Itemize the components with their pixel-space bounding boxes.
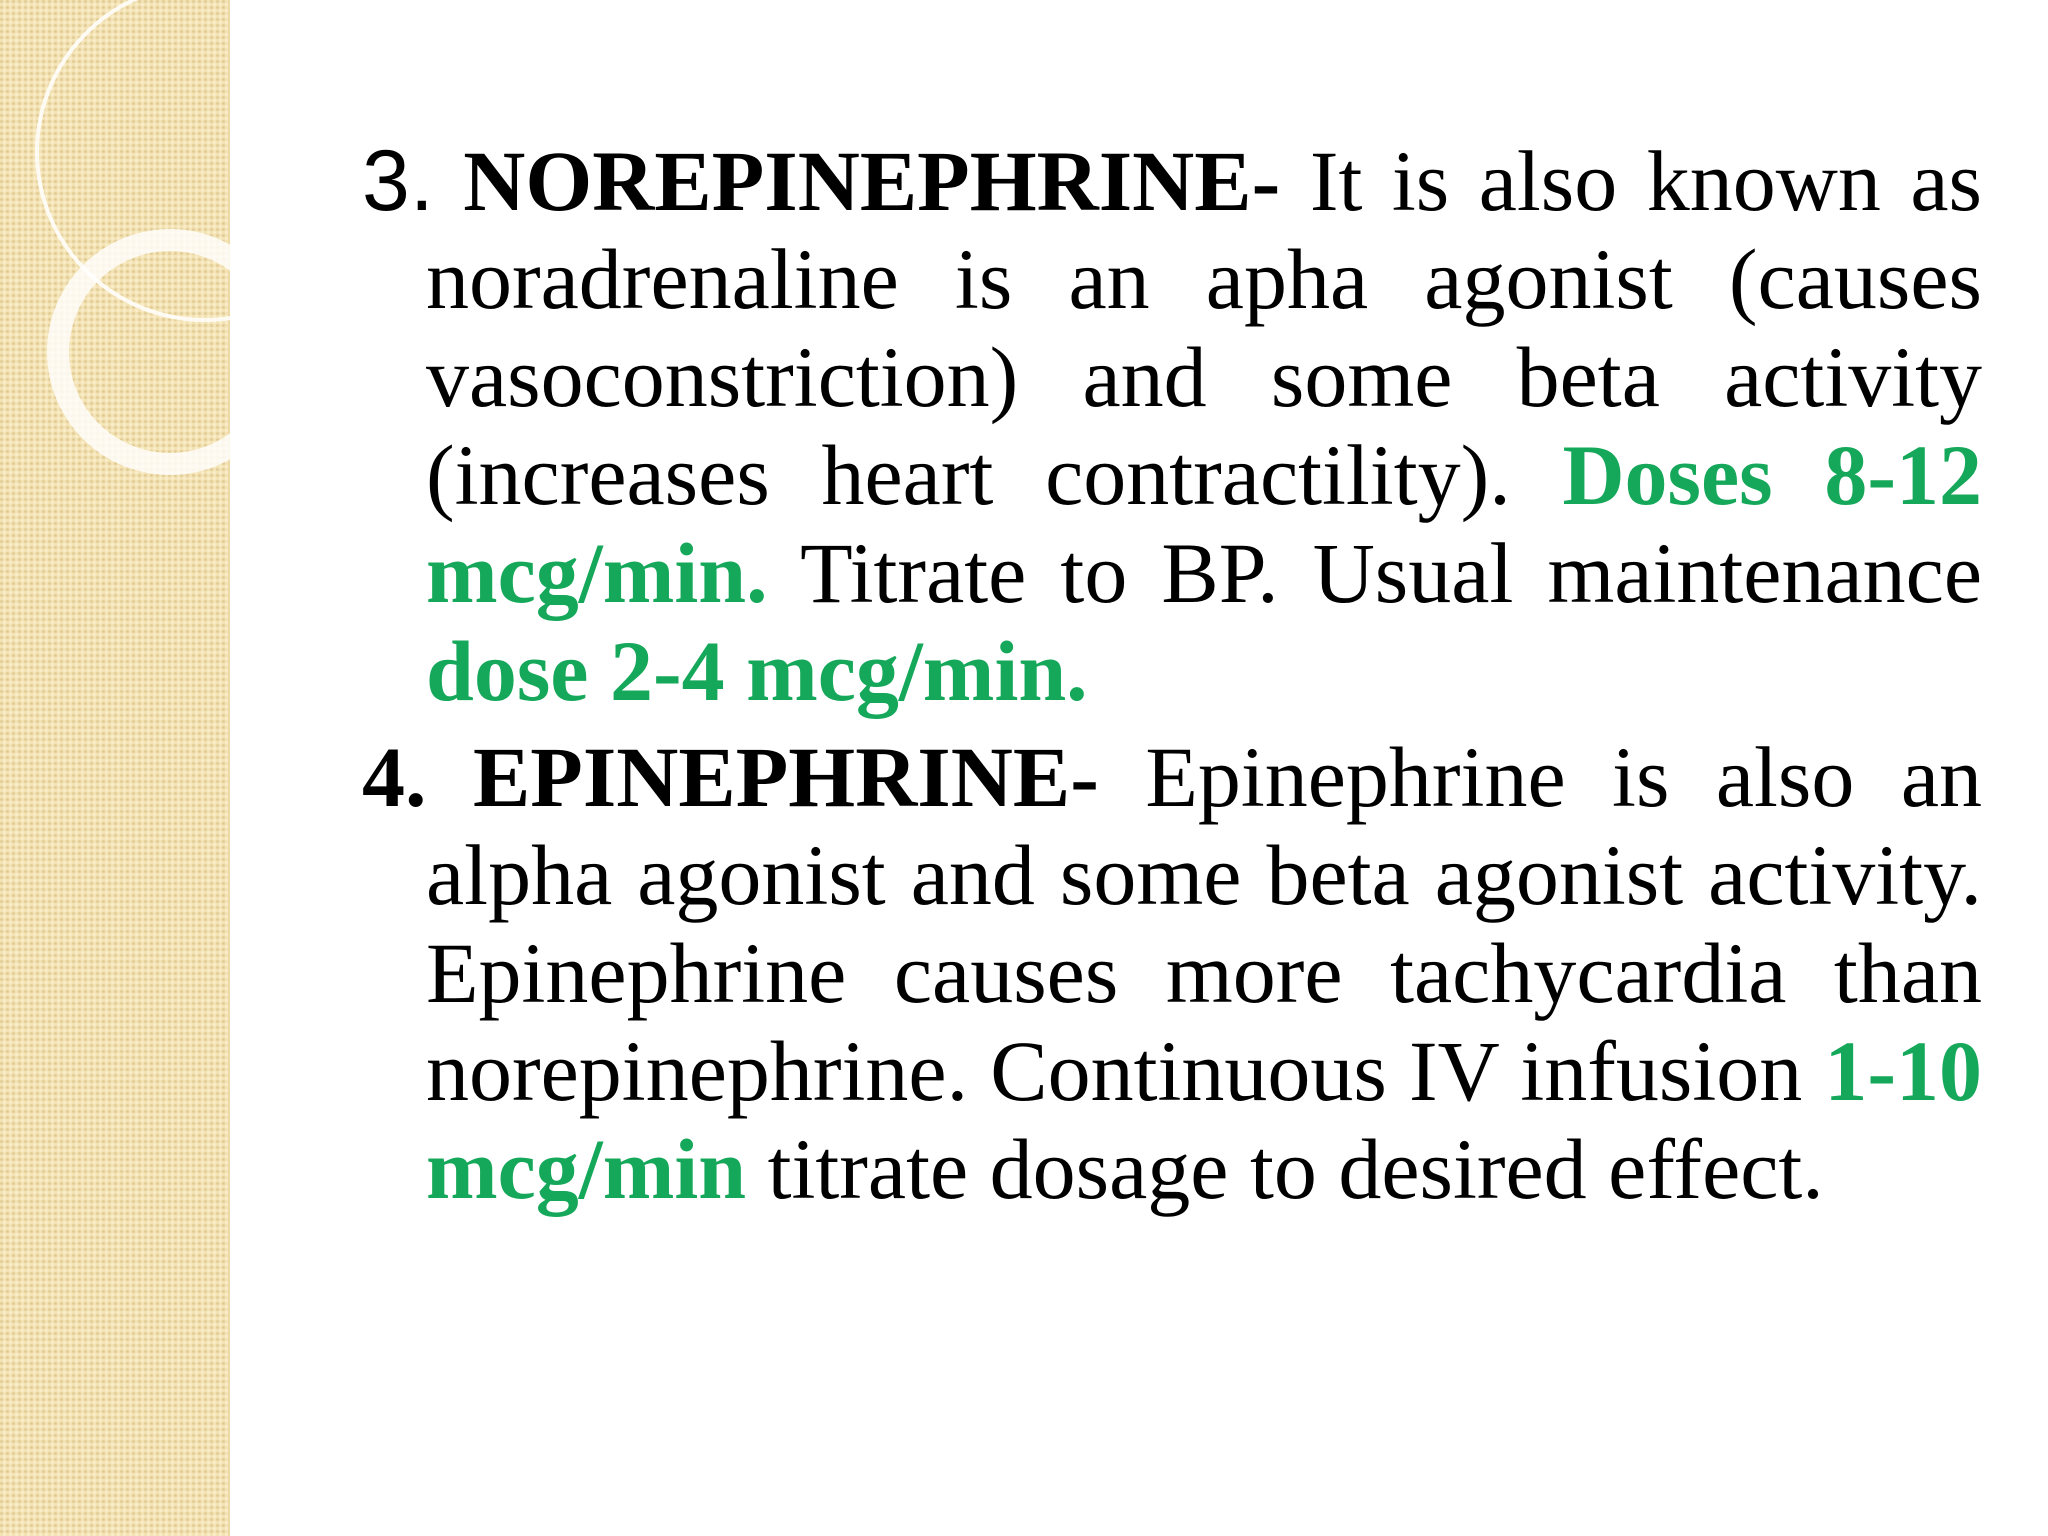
drug-description-continued: titrate dosage to desired effect. [767,1121,1824,1217]
maintenance-dose-highlight: dose 2-4 mcg/min. [426,623,1088,719]
list-item-norepinephrine [362,132,1982,720]
drug-name-term: EPINEPHRINE- [472,729,1099,825]
dose-highlight: 1-10 mcg/min [426,1023,1983,1217]
drug-description: It is also known as noradrenaline is an apha agonist (causes vasoconstriction) and some beta activity (increases heart contractility). [426,133,1983,523]
slide-body [362,132,1982,1226]
decorative-side-panel [0,0,230,1536]
drug-description-continued: Titrate to BP. Usual maintenance [800,525,1982,621]
item-number: 3. [362,133,434,229]
drug-name-term: NOREPINEPHRINE- [463,133,1281,229]
dose-highlight: Doses 8-12 mcg/min. [426,427,1982,621]
drug-description: Epinephrine is also an alpha agonist and some beta agonist activity. Epinephrine causes more tachycardia than norepinephrine. Continuous IV infusion [426,729,1982,1119]
list-item-epinephrine [362,728,1982,1218]
item-number: 4. [362,729,427,825]
